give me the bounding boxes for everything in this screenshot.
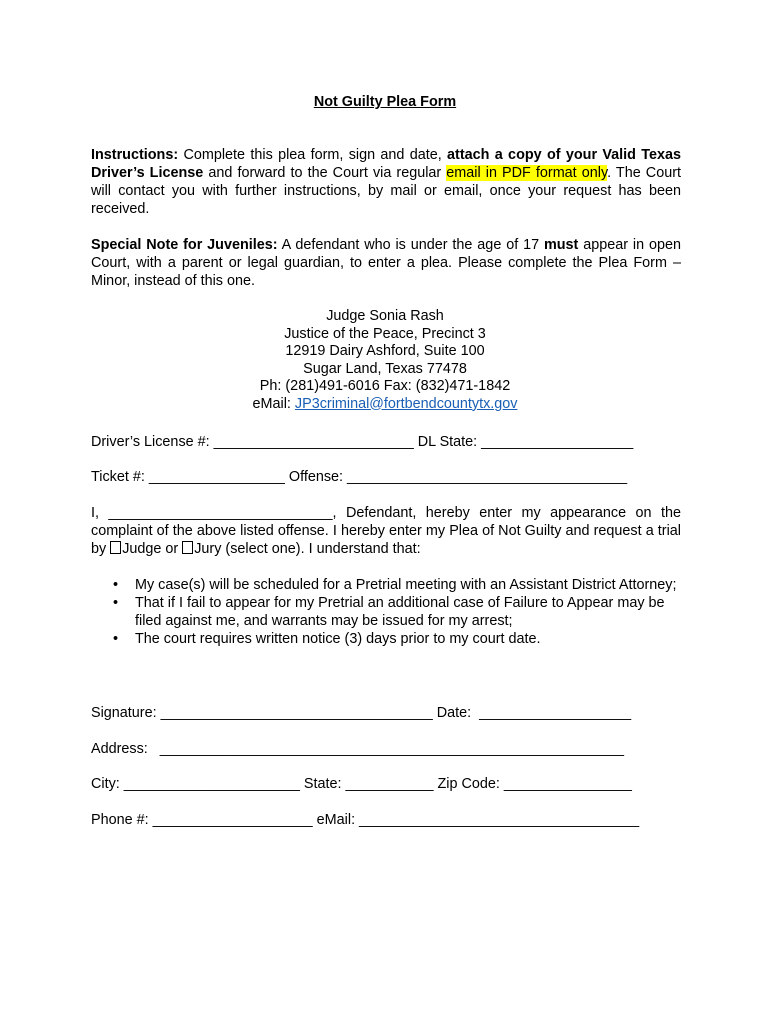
court-email-link[interactable]: JP3criminal@fortbendcountytx.gov — [294, 395, 518, 412]
juvenile-note-text-1: A defendant who is under the age of 17 — [277, 237, 544, 253]
ticket-offense-field[interactable]: Ticket #: _________________ Offense: ___________________________________ — [91, 469, 628, 485]
conditions-list — [91, 576, 681, 648]
court-contact-block — [0, 308, 770, 413]
juvenile-note-label: Special Note for Juveniles: — [91, 237, 278, 253]
instructions-paragraph — [91, 146, 681, 218]
court-office: Justice of the Peace, Precinct 3 — [284, 325, 486, 342]
plea-paragraph — [91, 504, 681, 558]
jury-option-label: Jury (select one). I understand that: — [194, 541, 421, 557]
bullet-icon: • — [113, 631, 119, 647]
juvenile-note-paragraph — [91, 236, 681, 290]
signature-date-field[interactable]: Signature: __________________________________ Date: ___________________ — [91, 705, 632, 721]
list-item — [91, 630, 681, 648]
court-city: Sugar Land, Texas 77478 — [303, 360, 467, 377]
instructions-text-3: . The Court will contact you with further instructions, by mail or email, once your request has been received. — [91, 165, 681, 217]
jury-checkbox[interactable] — [182, 541, 193, 554]
judge-name: Judge Sonia Rash — [326, 308, 444, 324]
email-label: eMail: — [252, 395, 295, 412]
phone-email-field[interactable]: Phone #: ____________________ eMail: ___________________________________ — [91, 812, 640, 828]
court-phones: Ph: (281)491-6016 Fax: (832)471-1842 — [259, 378, 511, 394]
city-state-zip-field[interactable]: City: ______________________ State: ___________ Zip Code: ________________ — [91, 776, 632, 792]
form-title: Not Guilty Plea Form — [313, 94, 457, 110]
instructions-bold: attach a copy of your Valid Texas Driver’s License — [91, 147, 681, 181]
address-field[interactable]: Address: __________________________________________________________ — [91, 741, 624, 757]
drivers-license-field[interactable]: Driver’s License #: _________________________ DL State: ___________________ — [91, 434, 634, 450]
bullet-icon: • — [113, 577, 119, 593]
judge-option-label: Judge or — [122, 541, 183, 557]
juvenile-note-bold: must — [543, 237, 579, 253]
list-item-text: The court requires written notice (3) days prior to my court date. — [135, 631, 541, 647]
pdf-only-highlight: email in PDF format only — [446, 165, 608, 181]
list-item-text: My case(s) will be scheduled for a Pretrial meeting with an Assistant District Attorney; — [135, 577, 677, 593]
list-item — [91, 576, 681, 594]
instructions-text-1: Complete this plea form, sign and date, — [178, 147, 448, 163]
court-street: 12919 Dairy Ashford, Suite 100 — [285, 343, 485, 359]
judge-checkbox[interactable] — [110, 541, 121, 554]
list-item — [91, 594, 681, 630]
court-email-line — [0, 396, 770, 414]
plea-text: I, ____________________________, Defendant, hereby enter my appearance on the complaint of the above listed offense. I hereby enter my Plea of Not Guilty and request a trial by — [91, 505, 681, 557]
list-item-text: That if I fail to appear for my Pretrial an additional case of Failure to Appear may be filed against me, and warrants may be issued for my arrest; — [135, 595, 665, 629]
instructions-label: Instructions: — [91, 147, 179, 163]
instructions-text-2: and forward to the Court via regular — [203, 165, 447, 181]
juvenile-note-text-2: appear in open Court, with a parent or legal guardian, to enter a plea. Please complete the Plea Form – Minor, instead of this one. — [91, 237, 681, 289]
bullet-icon: • — [113, 595, 119, 611]
